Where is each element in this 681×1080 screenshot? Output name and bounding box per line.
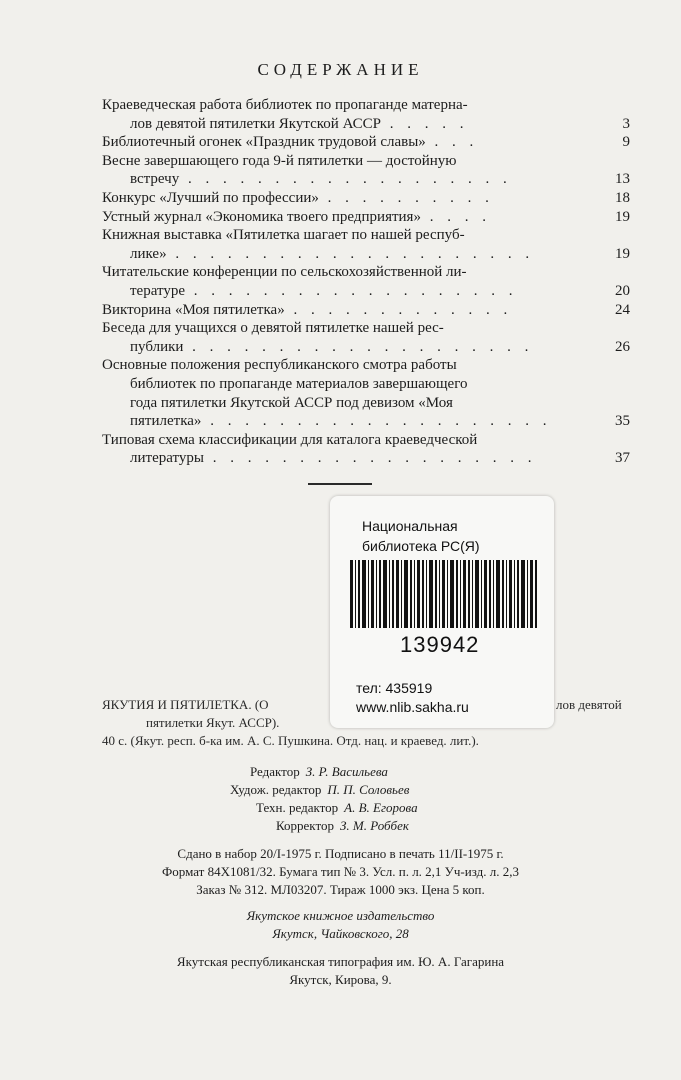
library-name-line: библиотека РС(Я) <box>362 538 480 554</box>
credit-role: Техн. редактор <box>256 800 339 815</box>
toc-page-number: 18 <box>615 189 630 206</box>
bibliographic-title: ЯКУТИЯ И ПЯТИЛЕТКА. (О <box>102 697 269 712</box>
toc-page-number: 13 <box>615 171 630 188</box>
printer-address: Якутск, Кирова, 9. <box>289 972 392 987</box>
toc-leader: . . . . . <box>381 115 469 132</box>
toc-entry-title-cont: лике» <box>130 245 167 262</box>
toc-entry-title-cont: года пятилетки Якутской АССР под девизом «Моя <box>130 394 453 411</box>
imprint-line: Формат 84X1081/32. Бумага тип № 3. Усл. п. л. 2,1 Уч-изд. л. 2,3 <box>162 864 519 879</box>
imprint-line: Заказ № 312. МЛ03207. Тираж 1000 экз. Цена 5 коп. <box>196 882 485 897</box>
toc-leader: . . . . . . . . . . . . . . . . . . . . <box>183 338 534 355</box>
toc-leader: . . . . . . . . . . <box>318 189 494 206</box>
toc-title: СОДЕРЖАНИЕ <box>257 60 424 79</box>
barcode-number: 139942 <box>400 632 480 657</box>
toc-entry-title-cont: пятилетка» <box>130 413 202 430</box>
credit-role: Корректор <box>276 818 334 833</box>
toc-entry-title: Книжная выставка «Пятилетка шагает по нашей респуб- <box>102 227 465 244</box>
toc-entry-title-cont: публики <box>130 338 184 355</box>
library-name <box>362 516 480 556</box>
toc-entry <box>102 319 630 356</box>
toc-entry <box>102 431 630 468</box>
credit-name: А. В. Егорова <box>344 800 418 815</box>
toc-entry-title-cont: библиотек по пропаганде материалов завершающего <box>130 375 468 392</box>
toc-leader: . . . <box>425 134 479 151</box>
toc-entry-title-cont: лов девятой пятилетки Якутской АССР <box>130 115 382 132</box>
imprint-line: Сдано в набор 20/I-1975 г. Подписано в печать 11/II-1975 г. <box>177 846 504 861</box>
toc-entry-title-cont: встречу <box>130 171 180 188</box>
bibliographic-title-tail: лов девятой <box>556 697 622 712</box>
credit-name: П. П. Соловьев <box>327 782 410 797</box>
toc-entry-title: Конкурс «Лучший по профессии» <box>102 189 319 206</box>
toc-entry-title-cont: тературе <box>130 282 185 299</box>
toc-entry-title: Беседа для учащихся о девятой пятилетке нашей рес- <box>102 320 444 337</box>
library-website: www.nlib.sakha.ru <box>356 699 469 715</box>
toc-entry-title: Викторина «Моя пятилетка» <box>102 301 285 318</box>
toc-leader: . . . . . . . . . . . . . . . . . . . <box>185 282 518 299</box>
toc-entry-title: Читательские конференции по сельскохозяйственной ли- <box>102 264 467 281</box>
barcode-icon <box>350 560 540 628</box>
printer-name: Якутская республиканская типография им. Ю. А. Гагарина <box>176 954 505 969</box>
toc-page-number: 26 <box>615 338 630 355</box>
credit-line <box>256 800 418 816</box>
toc-entry <box>102 208 630 227</box>
credit-line <box>250 764 388 780</box>
toc-entry-title: Устный журнал «Экономика твоего предприятия» <box>102 208 421 225</box>
toc-page-number: 37 <box>615 450 630 467</box>
toc-page-number: 35 <box>615 413 630 430</box>
bibliographic-line: пятилетки Якут. АССР). <box>146 715 280 730</box>
credit-role: Редактор <box>250 764 300 779</box>
publisher-address: Якутск, Чайковского, 28 <box>272 926 409 941</box>
toc-leader: . . . . . . . . . . . . . <box>284 301 513 318</box>
toc-entry <box>102 189 630 208</box>
credit-name: З. Р. Васильева <box>305 764 388 779</box>
toc-leader: . . . . . . . . . . . . . . . . . . . <box>179 171 512 188</box>
toc-entry-title: Типовая схема классификации для каталога краеведческой <box>102 431 478 448</box>
toc-entry <box>102 226 630 263</box>
toc-entry <box>102 356 630 430</box>
toc-leader: . . . . . . . . . . . . . . . . . . . . <box>201 413 552 430</box>
credit-role: Худож. редактор <box>230 782 322 797</box>
toc-entry-title: Краеведческая работа библиотек по пропаганде матерна- <box>102 97 468 113</box>
bibliographic-line: 40 с. (Якут. респ. б-ка им. А. С. Пушкина. Отд. нац. и краевед. лит.). <box>102 733 479 748</box>
toc-entry-title: Весне завершающего года 9-й пятилетки — достойную <box>102 152 457 169</box>
publisher-name: Якутское книжное издательство <box>246 908 435 923</box>
credit-line <box>276 818 409 834</box>
credit-name: З. М. Роббек <box>339 818 409 833</box>
toc-page-number: 19 <box>615 208 630 225</box>
toc-entry <box>102 152 630 189</box>
toc-page-number: 3 <box>622 115 630 132</box>
toc-entry-title: Библиотечный огонек «Праздник трудовой славы» <box>102 134 426 151</box>
toc-page-number: 24 <box>615 301 630 318</box>
library-phone: тел: 435919 <box>356 680 433 696</box>
credit-line <box>230 782 409 798</box>
toc-entry-title: Основные положения республиканского смотра работы <box>102 357 457 374</box>
toc-page-number: 19 <box>615 245 630 262</box>
divider-rule <box>308 483 372 485</box>
table-of-contents <box>102 96 630 468</box>
toc-leader: . . . . <box>420 208 491 225</box>
toc-entry-title-cont: литературы <box>130 450 204 467</box>
toc-entry <box>102 301 630 320</box>
toc-entry <box>102 96 630 133</box>
toc-page-number: 9 <box>622 134 630 151</box>
library-name-line: Национальная <box>362 518 458 534</box>
toc-leader: . . . . . . . . . . . . . . . . . . . <box>203 450 537 467</box>
library-barcode-sticker <box>330 496 554 728</box>
toc-entry <box>102 133 630 152</box>
toc-page-number: 20 <box>615 282 630 299</box>
toc-leader: . . . . . . . . . . . . . . . . . . . . . <box>166 245 535 262</box>
toc-entry <box>102 263 630 300</box>
